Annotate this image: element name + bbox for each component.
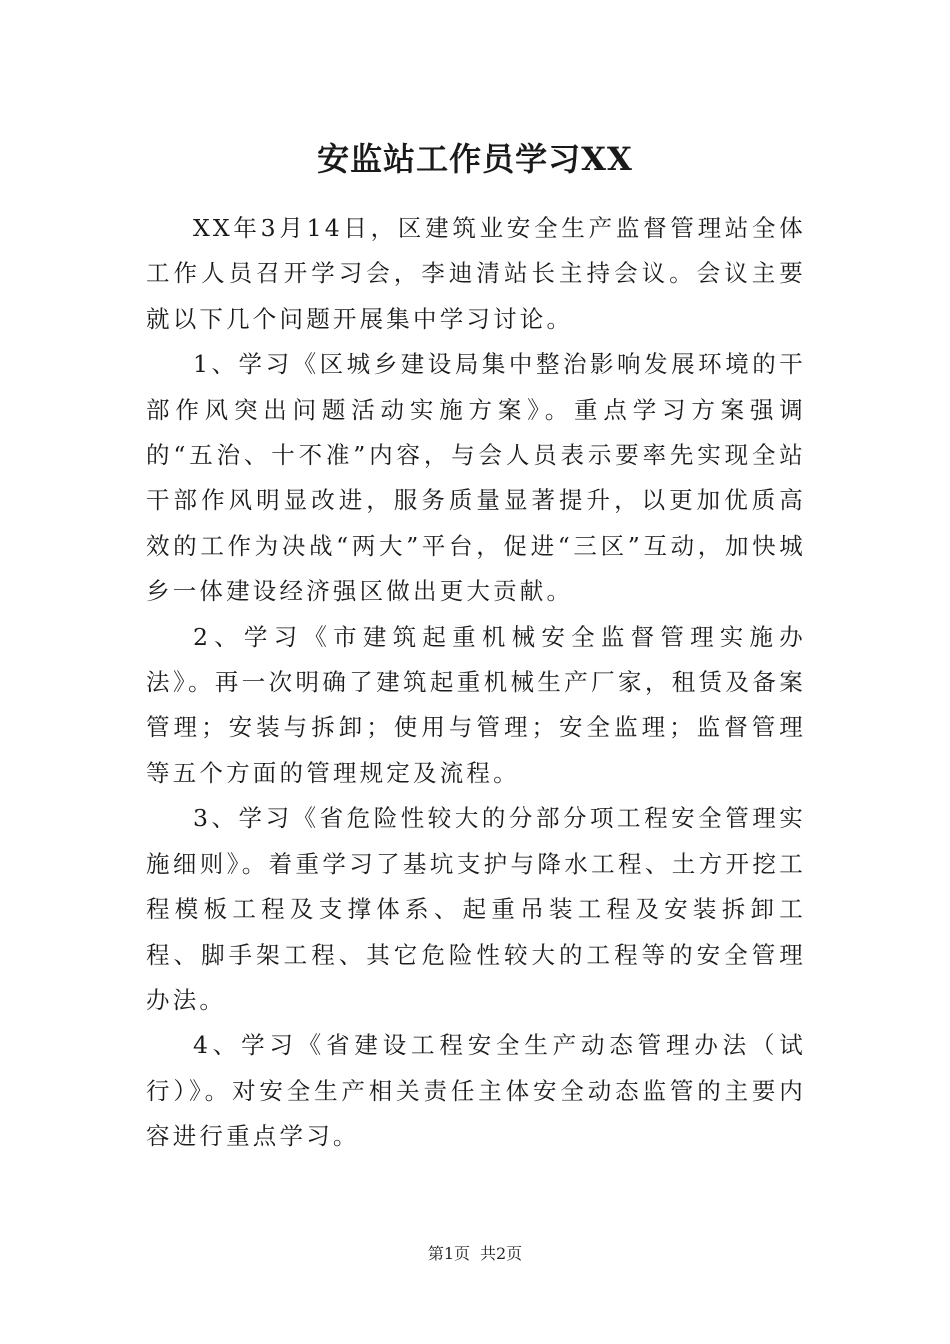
page-footer: [0, 1242, 950, 1266]
intro-paragraph: XX年3月14日，区建筑业安全生产监督管理站全体工作人员召开学习会，李迪清站长主持会议。会议主要就以下几个问题开展集中学习讨论。: [146, 214, 806, 333]
page-number-total: 共2页: [480, 1244, 523, 1263]
page-number-current: 第1页: [427, 1244, 470, 1263]
document-body: [146, 206, 806, 1160]
document-title: 安监站工作员学习XX: [317, 140, 633, 178]
item-3-paragraph: 3、学习《省危险性较大的分部分项工程安全管理实施细则》。着重学习了基坑支护与降水工程、土方开挖工程模板工程及支撑体系、起重吊装工程及安装拆卸工程、脚手架工程、其它危险性较大的工程等的安全管理办法。: [146, 804, 806, 1014]
item-4-paragraph: 4、学习《省建设工程安全生产动态管理办法（试行）》。对安全生产相关责任主体安全动态监管的主要内容进行重点学习。: [146, 1031, 806, 1151]
item-1-paragraph: 1、学习《区城乡建设局集中整治影响发展环境的干部作风突出问题活动实施方案》。重点学习方案强调的“五治、十不准”内容，与会人员表示要率先实现全站干部作风明显改进，服务质量显著提升，以更加优质高效的工作为决战“两大”平台，促进“三区”互动，加快城乡一体建设经济强区做出更大贡献。: [146, 350, 806, 606]
item-2-paragraph: 2、学习《市建筑起重机械安全监督管理实施办法》。再一次明确了建筑起重机械生产厂家，租赁及备案管理；安装与拆卸；使用与管理；安全监理；监督管理等五个方面的管理规定及流程。: [146, 622, 806, 787]
